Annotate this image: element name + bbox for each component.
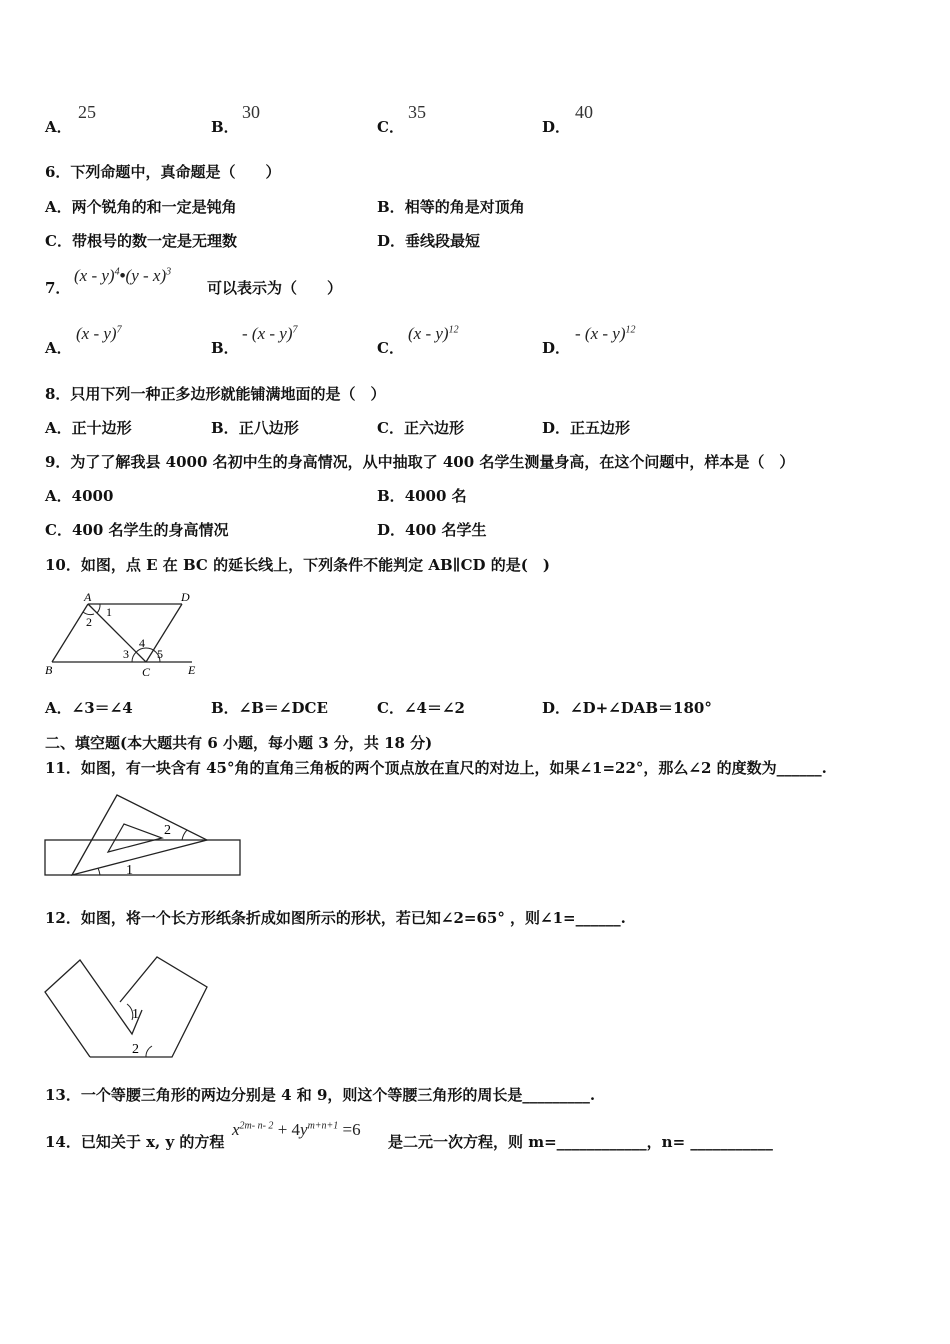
q8-option-a: A．正十边形: [45, 419, 132, 437]
q10-option-b: B．∠B＝∠DCE: [211, 699, 328, 717]
label-angle-5: 5: [157, 647, 163, 661]
section-2-title: 二、填空题(本大题共有 6 小题，每小题 3 分，共 18 分): [45, 734, 433, 752]
q7-option-a-expr: (x - y)$^7$: [76, 324, 122, 343]
label-angle-3: 3: [123, 647, 129, 661]
q9-option-d: D．400 名学生: [377, 521, 487, 539]
q6-option-b: B．相等的角是对顶角: [377, 198, 525, 216]
q12-figure: [42, 952, 212, 1062]
q8-option-b: B．正八边形: [211, 419, 299, 437]
q12-stem: 12．如图，将一个长方形纸条折成如图所示的形状，若已知∠2=65° ，则∠1=______.: [45, 909, 626, 927]
q7-option-b-expr: - (x - y)$^7$: [242, 324, 298, 343]
arc-2: [146, 1046, 152, 1057]
arc-c: [132, 648, 160, 662]
q6-option-d: D．垂线段最短: [377, 232, 481, 250]
q10-option-d: D．∠D+∠DAB＝180°: [542, 699, 712, 717]
q7-option-b-label: B．: [211, 339, 239, 357]
q5-option-d-value: 40: [575, 102, 593, 122]
strip-left: [45, 960, 142, 1057]
q14-equation: $x^{2m- n- 2} + 4y^{m+n+1} =6$: [232, 1120, 361, 1139]
q10-option-a: A．∠3＝∠4: [45, 699, 133, 717]
label-angle-1: 1: [126, 863, 133, 878]
q9-option-b: B．4000 名: [377, 487, 467, 505]
line-ab: [52, 604, 88, 662]
label-e: E: [188, 663, 196, 677]
q7-option-d-label: D．: [542, 339, 571, 357]
q6-option-a: A．两个锐角的和一定是钝角: [45, 198, 237, 216]
label-angle-1: 1: [132, 1007, 139, 1022]
q14-tail: 是二元一次方程，则 m=____________，n= ___________: [388, 1133, 773, 1151]
q7-option-c-label: C．: [377, 339, 404, 357]
q13-stem: 13．一个等腰三角形的两边分别是 4 和 9，则这个等腰三角形的周长是_________.: [45, 1086, 596, 1104]
q5-option-c-value: 35: [408, 102, 426, 122]
q5-option-b-value: 30: [242, 102, 260, 122]
q6-option-c: C．带根号的数一定是无理数: [45, 232, 237, 250]
q10-stem: 10．如图，点 E 在 BC 的延长线上，下列条件不能判定 AB∥CD 的是( ): [45, 556, 550, 574]
q7-option-c-expr: (x - y)$^{12}$: [408, 324, 459, 343]
arc-1: [97, 604, 100, 613]
label-angle-2: 2: [164, 823, 171, 838]
triangle-outer: [72, 795, 207, 875]
q7-option-d-expr: - (x - y)$^{12}$: [575, 324, 636, 343]
q9-option-a: A．4000: [45, 487, 114, 505]
arc-1: [98, 868, 100, 875]
q11-stem: 11．如图，有一块含有 45°角的直角三角板的两个顶点放在直尺的对边上，如果∠1=22°，那么∠2 的度数为______.: [45, 759, 827, 777]
q7-number: 7．: [45, 279, 71, 297]
label-a: A: [84, 590, 92, 604]
q5-option-d-label: D．: [542, 118, 571, 136]
q5-option-c-label: C．: [377, 118, 404, 136]
q9-option-c: C．400 名学生的身高情况: [45, 521, 229, 539]
q11-figure: [42, 790, 247, 882]
q7-tail: 可以表示为（ ）: [207, 279, 343, 297]
label-angle-1: 1: [106, 605, 112, 619]
q8-stem: 8．只用下列一种正多边形就能铺满地面的是（ ）: [45, 385, 386, 403]
arc-2: [182, 830, 187, 840]
q5-option-a-value: 25: [78, 102, 96, 122]
q5-option-b-label: B．: [211, 118, 239, 136]
line-dc: [146, 604, 182, 662]
q14-number: 14．已知关于 x, y 的方程: [45, 1133, 225, 1151]
triangle-inner: [108, 824, 162, 852]
q8-option-d: D．正五边形: [542, 419, 631, 437]
q6-stem: 6．下列命题中，真命题是（ ）: [45, 163, 281, 181]
label-angle-4: 4: [139, 636, 145, 650]
q10-figure: [42, 588, 212, 680]
label-d: D: [181, 590, 190, 604]
q7-option-a-label: A．: [45, 339, 72, 357]
label-c: C: [142, 665, 151, 679]
label-angle-2: 2: [86, 615, 92, 629]
q10-option-c: C．∠4＝∠2: [377, 699, 465, 717]
q5-option-a-label: A．: [45, 118, 72, 136]
strip-right: [90, 957, 207, 1057]
q9-stem: 9．为了了解我县 4000 名初中生的身高情况，从中抽取了 400 名学生测量身高，在这个问题中，样本是（ ）: [45, 453, 795, 471]
q7-expression: (x - y)$^4$•(y - x)$^3$: [74, 266, 172, 285]
q8-option-c: C．正六边形: [377, 419, 464, 437]
label-angle-2: 2: [132, 1042, 139, 1057]
label-b: B: [45, 663, 53, 677]
